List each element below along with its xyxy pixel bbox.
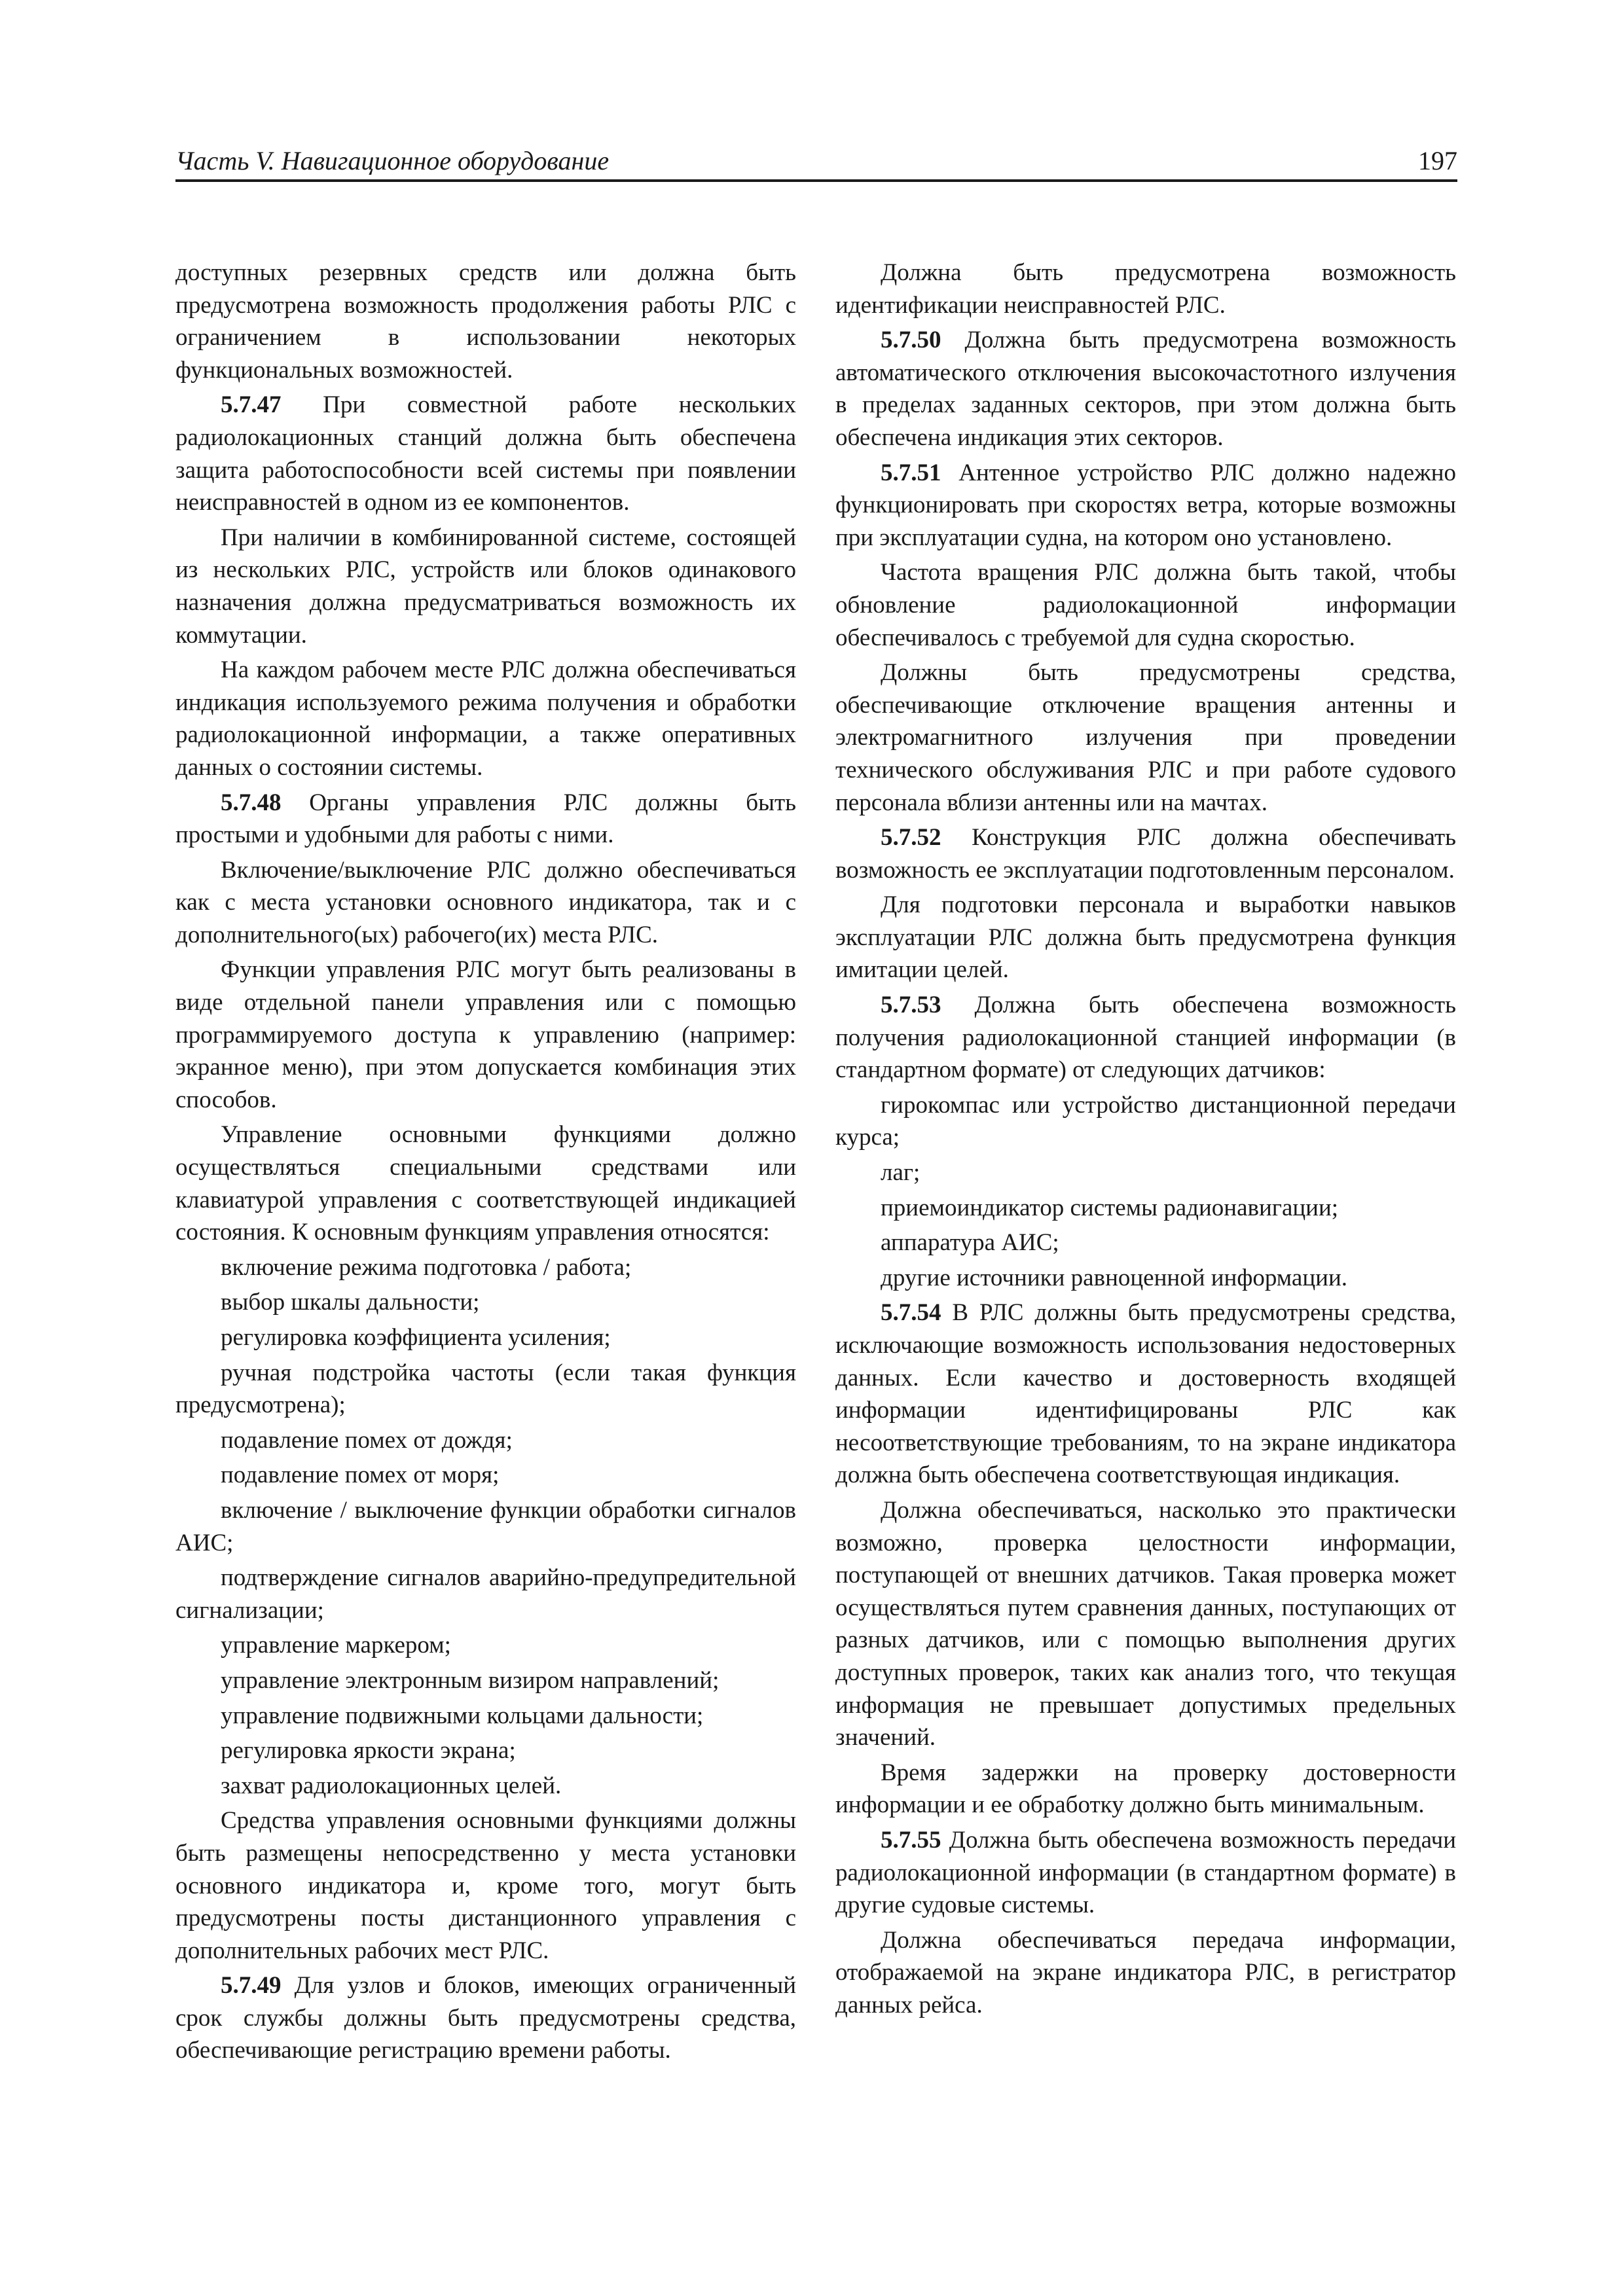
clause-number: 5.7.55	[881, 1826, 941, 1854]
paragraph-text: Средства управления основными функциями должны быть размещены непосредственно у места установки основного индикатора и, кроме того, могут быть предусмотрены посты дистанционного управления с дополнительных рабочих мест РЛС.	[175, 1807, 796, 1964]
text-paragraph	[835, 656, 1456, 819]
paragraph-text: выбор шкалы дальности;	[221, 1289, 480, 1316]
text-paragraph	[175, 854, 796, 952]
text-paragraph	[175, 1734, 796, 1767]
paragraph-text: Конструкция РЛС должна обеспечивать возможность ее эксплуатации подготовленным персоналом.	[835, 824, 1456, 884]
paragraph-text: Органы управления РЛС должны быть простыми и удобными для работы с ними.	[175, 789, 796, 849]
text-paragraph	[175, 1629, 796, 1662]
paragraph-text: лаг;	[881, 1159, 921, 1187]
paragraph-text: Время задержки на проверку достоверности информации и ее обработку должно быть минимальным.	[835, 1759, 1456, 1819]
left-text-column	[175, 257, 796, 2070]
text-paragraph	[175, 1700, 796, 1732]
paragraph-text: Для подготовки персонала и выработки навыков эксплуатации РЛС должна быть предусмотрена функция имитации целей.	[835, 891, 1456, 984]
clause-number: 5.7.50	[881, 327, 941, 354]
paragraph-text: Включение/выключение РЛС должно обеспечиваться как с места установки основного индикатора, так и с дополнительного(ых) рабочего(их) места РЛС.	[175, 856, 796, 948]
paragraph-text: Функции управления РЛС могут быть реализованы в виде отдельной панели управления или с помощью программируемого доступа к управлению (например: экранное меню), при этом допускается комбинация этих способов.	[175, 956, 796, 1113]
text-paragraph	[835, 1757, 1456, 1821]
paragraph-text: управление маркером;	[221, 1632, 451, 1659]
running-header	[175, 145, 1457, 182]
clause-paragraph	[835, 457, 1456, 554]
clause-number: 5.7.52	[881, 824, 941, 852]
text-paragraph	[175, 1321, 796, 1354]
text-paragraph	[175, 954, 796, 1116]
paragraph-text: На каждом рабочем месте РЛС должна обеспечиваться индикация используемого режима получения и обработки радиолокационной информации, а также оперативных данных о состоянии системы.	[175, 656, 796, 781]
paragraph-text: В РЛС должны быть предусмотрены средства, исключающие возможность использования недостоверных данных. Если качество и достоверность входящей информации идентифицированы РЛС как несоответствующие требованиям, то на экране индикатора должна быть обеспечена соответствующая индикация.	[835, 1299, 1456, 1489]
paragraph-text: Должна быть обеспечена возможность передачи радиолокационной информации (в стандартном формате) в другие судовые системы.	[835, 1826, 1456, 1919]
right-text-column	[835, 257, 1456, 2024]
text-paragraph	[835, 1262, 1456, 1295]
page-number: 197	[1418, 146, 1457, 175]
text-paragraph	[175, 1804, 796, 1967]
clause-paragraph	[175, 787, 796, 852]
clause-paragraph	[835, 989, 1456, 1086]
text-paragraph	[835, 1227, 1456, 1259]
paragraph-text: Должна обеспечиваться, насколько это практически возможно, проверка целостности информации, поступающей от внешних датчиков. Такая проверка может осуществляться путем сравнения данных, поступающих от разных датчиков, или с помощью выполнения других доступных проверок, таких как анализ того, что текущая информация не превышает допустимых предельных значений.	[835, 1496, 1456, 1751]
text-paragraph	[175, 1770, 796, 1803]
paragraph-text: При наличии в комбинированной системе, состоящей из нескольких РЛС, устройств или блоков одинакового назначения должна предусматриваться возможность их коммутации.	[175, 524, 796, 649]
text-paragraph	[175, 1494, 796, 1559]
clause-paragraph	[175, 1969, 796, 2067]
paragraph-text: аппаратура АИС;	[881, 1229, 1059, 1257]
paragraph-text: Должна быть предусмотрена возможность идентификации неисправностей РЛС.	[835, 259, 1456, 319]
text-paragraph	[835, 1089, 1456, 1154]
text-paragraph	[835, 1494, 1456, 1754]
text-paragraph	[175, 1357, 796, 1422]
paragraph-text: Должна быть обеспечена возможность получения радиолокационной станцией информации (в стандартном формате) от следующих датчиков:	[835, 992, 1456, 1084]
text-paragraph	[175, 1286, 796, 1319]
paragraph-text: Для узлов и блоков, имеющих ограниченный срок службы должны быть предусмотрены средства, обеспечивающие регистрацию времени работы.	[175, 1972, 796, 2064]
paragraph-text: подавление помех от моря;	[221, 1462, 500, 1489]
clause-paragraph	[835, 1297, 1456, 1492]
paragraph-text: захват радиолокационных целей.	[221, 1772, 562, 1799]
paragraph-text: Антенное устройство РЛС должно надежно функционировать при скоростях ветра, которые возможны при эксплуатации судна, на котором оно установлено.	[835, 459, 1456, 551]
paragraph-text: подтверждение сигналов аварийно-предупредительной сигнализации;	[175, 1564, 796, 1624]
clause-paragraph	[175, 389, 796, 518]
paragraph-text: подавление помех от дождя;	[221, 1426, 513, 1454]
paragraph-text: Управление основными функциями должно осуществляться специальными средствами или клавиатурой управления с соответствующей индикацией состояния. К основным функциям управления относятся:	[175, 1121, 796, 1246]
paragraph-text: гирокомпас или устройство дистанционной передачи курса;	[835, 1091, 1456, 1151]
text-paragraph	[175, 257, 796, 386]
clause-number: 5.7.53	[881, 992, 941, 1019]
text-paragraph	[835, 257, 1456, 321]
clause-paragraph	[835, 1824, 1456, 1922]
text-paragraph	[175, 1119, 796, 1248]
paragraph-text: доступных резервных средств или должна быть предусмотрена возможность продолжения работы РЛС с ограничением в использовании некоторых функциональных возможностей.	[175, 259, 796, 384]
text-paragraph	[175, 1664, 796, 1697]
text-paragraph	[175, 1424, 796, 1457]
clause-paragraph	[835, 324, 1456, 454]
text-paragraph	[175, 1251, 796, 1284]
paragraph-text: Должна быть предусмотрена возможность автоматического отключения высокочастотного излучения в пределах заданных секторов, при этом должна быть обеспечена индикация этих секторов.	[835, 327, 1456, 451]
clause-number: 5.7.48	[221, 789, 282, 816]
text-paragraph	[835, 1157, 1456, 1189]
clause-number: 5.7.49	[221, 1972, 282, 2000]
text-paragraph	[835, 556, 1456, 654]
clause-number: 5.7.51	[881, 459, 941, 486]
paragraph-text: включение / выключение функции обработки сигналов АИС;	[175, 1496, 796, 1556]
text-paragraph	[835, 1192, 1456, 1225]
paragraph-text: регулировка яркости экрана;	[221, 1737, 516, 1765]
text-paragraph	[175, 1562, 796, 1626]
text-paragraph	[835, 1924, 1456, 2022]
text-paragraph	[835, 889, 1456, 986]
paragraph-text: Частота вращения РЛС должна быть такой, чтобы обновление радиолокационной информации обеспечивалось с требуемой для судна скоростью.	[835, 559, 1456, 651]
paragraph-text: управление электронным визиром направлений;	[221, 1666, 720, 1694]
text-paragraph	[175, 1459, 796, 1492]
paragraph-text: Должна обеспечиваться передача информации, отображаемой на экране индикатора РЛС, в регистратор данных рейса.	[835, 1926, 1456, 2018]
clause-number: 5.7.54	[881, 1299, 941, 1327]
paragraph-text: регулировка коэффициента усиления;	[221, 1324, 611, 1351]
header-title: Часть V. Навигационное оборудование	[175, 146, 610, 175]
paragraph-text: Должны быть предусмотрены средства, обеспечивающие отключение вращения антенны и электромагнитного излучения при проведении технического обслуживания РЛС и при работе судового персонала вблизи антенны или на мачтах.	[835, 659, 1456, 816]
paragraph-text: приемоиндикатор системы радионавигации;	[881, 1194, 1339, 1221]
text-paragraph	[175, 522, 796, 651]
text-paragraph	[175, 654, 796, 783]
clause-number: 5.7.47	[221, 391, 282, 419]
paragraph-text: включение режима подготовка / работа;	[221, 1253, 632, 1281]
paragraph-text: управление подвижными кольцами дальности;	[221, 1702, 704, 1729]
paragraph-text: При совместной работе нескольких радиолокационных станций должна быть обеспечена защита работоспособности всей системы при появлении неисправностей в одном из ее компонентов.	[175, 391, 796, 516]
paragraph-text: другие источники равноценной информации.	[881, 1264, 1347, 1291]
paragraph-text: ручная подстройка частоты (если такая функция предусмотрена);	[175, 1359, 796, 1419]
clause-paragraph	[835, 821, 1456, 886]
